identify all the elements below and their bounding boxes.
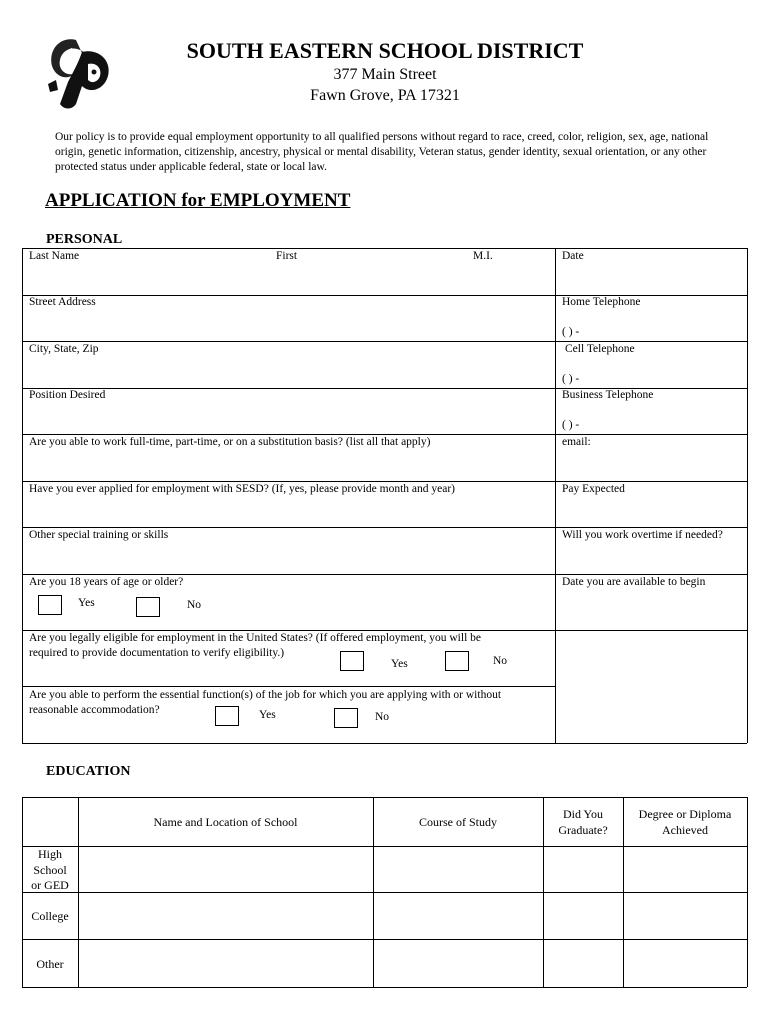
essential-question-line1: Are you able to perform the essential function(s) of the job for which you are applying with or without	[29, 689, 502, 701]
work-basis-question: Are you able to work full-time, part-time, or on a substitution basis? (list all that apply)	[29, 436, 431, 448]
row-high-school-line1: High	[38, 847, 62, 861]
eligible-no-label: No	[493, 655, 508, 667]
personal-heading: PERSONAL	[46, 232, 123, 247]
row-other: Other	[36, 957, 64, 971]
overtime-question: Will you work overtime if needed?	[562, 529, 723, 541]
middle-initial-label: M.I.	[473, 250, 493, 262]
row-high-school-line3: or GED	[31, 878, 69, 892]
age-question: Are you 18 years of age or older?	[29, 576, 184, 588]
eligible-no-checkbox[interactable]	[445, 651, 469, 671]
essential-yes-label: Yes	[259, 709, 276, 721]
col-course-header: Course of Study	[419, 815, 497, 829]
form-title: APPLICATION for EMPLOYMENT	[45, 190, 351, 211]
col-degree-header-line1: Degree or Diploma	[638, 807, 732, 821]
col-school-header: Name and Location of School	[153, 815, 298, 829]
position-desired-label: Position Desired	[29, 389, 106, 401]
email-label: email:	[562, 436, 591, 448]
business-phone-stub: ( ) -	[562, 419, 580, 431]
essential-no-label: No	[375, 711, 390, 723]
applied-before-question: Have you ever applied for employment with SESD? (If, yes, please provide month and year)	[29, 483, 456, 495]
first-name-label: First	[276, 250, 298, 262]
age-no-checkbox[interactable]	[136, 597, 160, 617]
district-city: Fawn Grove, PA 17321	[310, 87, 460, 104]
business-telephone-label: Business Telephone	[562, 389, 654, 401]
city-state-zip-label: City, State, Zip	[29, 343, 99, 355]
cell-telephone-label: Cell Telephone	[565, 343, 635, 355]
essential-yes-checkbox[interactable]	[215, 706, 239, 726]
home-telephone-label: Home Telephone	[562, 296, 641, 308]
essential-no-checkbox[interactable]	[334, 708, 358, 728]
education-heading: EDUCATION	[46, 764, 131, 779]
eligible-yes-label: Yes	[391, 658, 408, 670]
eligibility-question-line1: Are you legally eligible for employment in the United States? (If offered employment, you will be	[29, 632, 481, 644]
district-name: SOUTH EASTERN SCHOOL DISTRICT	[186, 38, 584, 63]
col-graduate-header-line2: Graduate?	[558, 823, 608, 837]
age-no-label: No	[187, 599, 202, 611]
age-yes-label: Yes	[78, 597, 95, 609]
eligible-yes-checkbox[interactable]	[340, 651, 364, 671]
district-street: 377 Main Street	[333, 66, 437, 83]
col-graduate-header-line1: Did You	[562, 807, 604, 821]
row-college: College	[31, 909, 69, 923]
row-high-school-line2: School	[33, 863, 67, 877]
pay-expected-label: Pay Expected	[562, 483, 625, 495]
street-address-label: Street Address	[29, 296, 96, 308]
home-phone-stub: ( ) -	[562, 326, 580, 338]
age-yes-checkbox[interactable]	[38, 595, 62, 615]
eligibility-question-line2: required to provide documentation to verify eligibility.)	[29, 647, 285, 659]
available-date-label: Date you are available to begin	[562, 576, 706, 588]
col-degree-header-line2: Achieved	[662, 823, 708, 837]
essential-question-line2: reasonable accommodation?	[29, 704, 160, 716]
date-label: Date	[562, 250, 584, 262]
eeo-policy: Our policy is to provide equal employment opportunity to all qualified persons without regard to race, creed, color, religion, sex, age, national origin, genetic information, citizenship, ancestry, physical or mental disability, Veteran status, gender identity, sexual orientation, or any other protected status under applicable federal, state or local law.	[55, 131, 709, 173]
training-label: Other special training or skills	[29, 529, 169, 541]
last-name-label: Last Name	[29, 250, 80, 262]
cell-phone-stub: ( ) -	[562, 373, 580, 385]
